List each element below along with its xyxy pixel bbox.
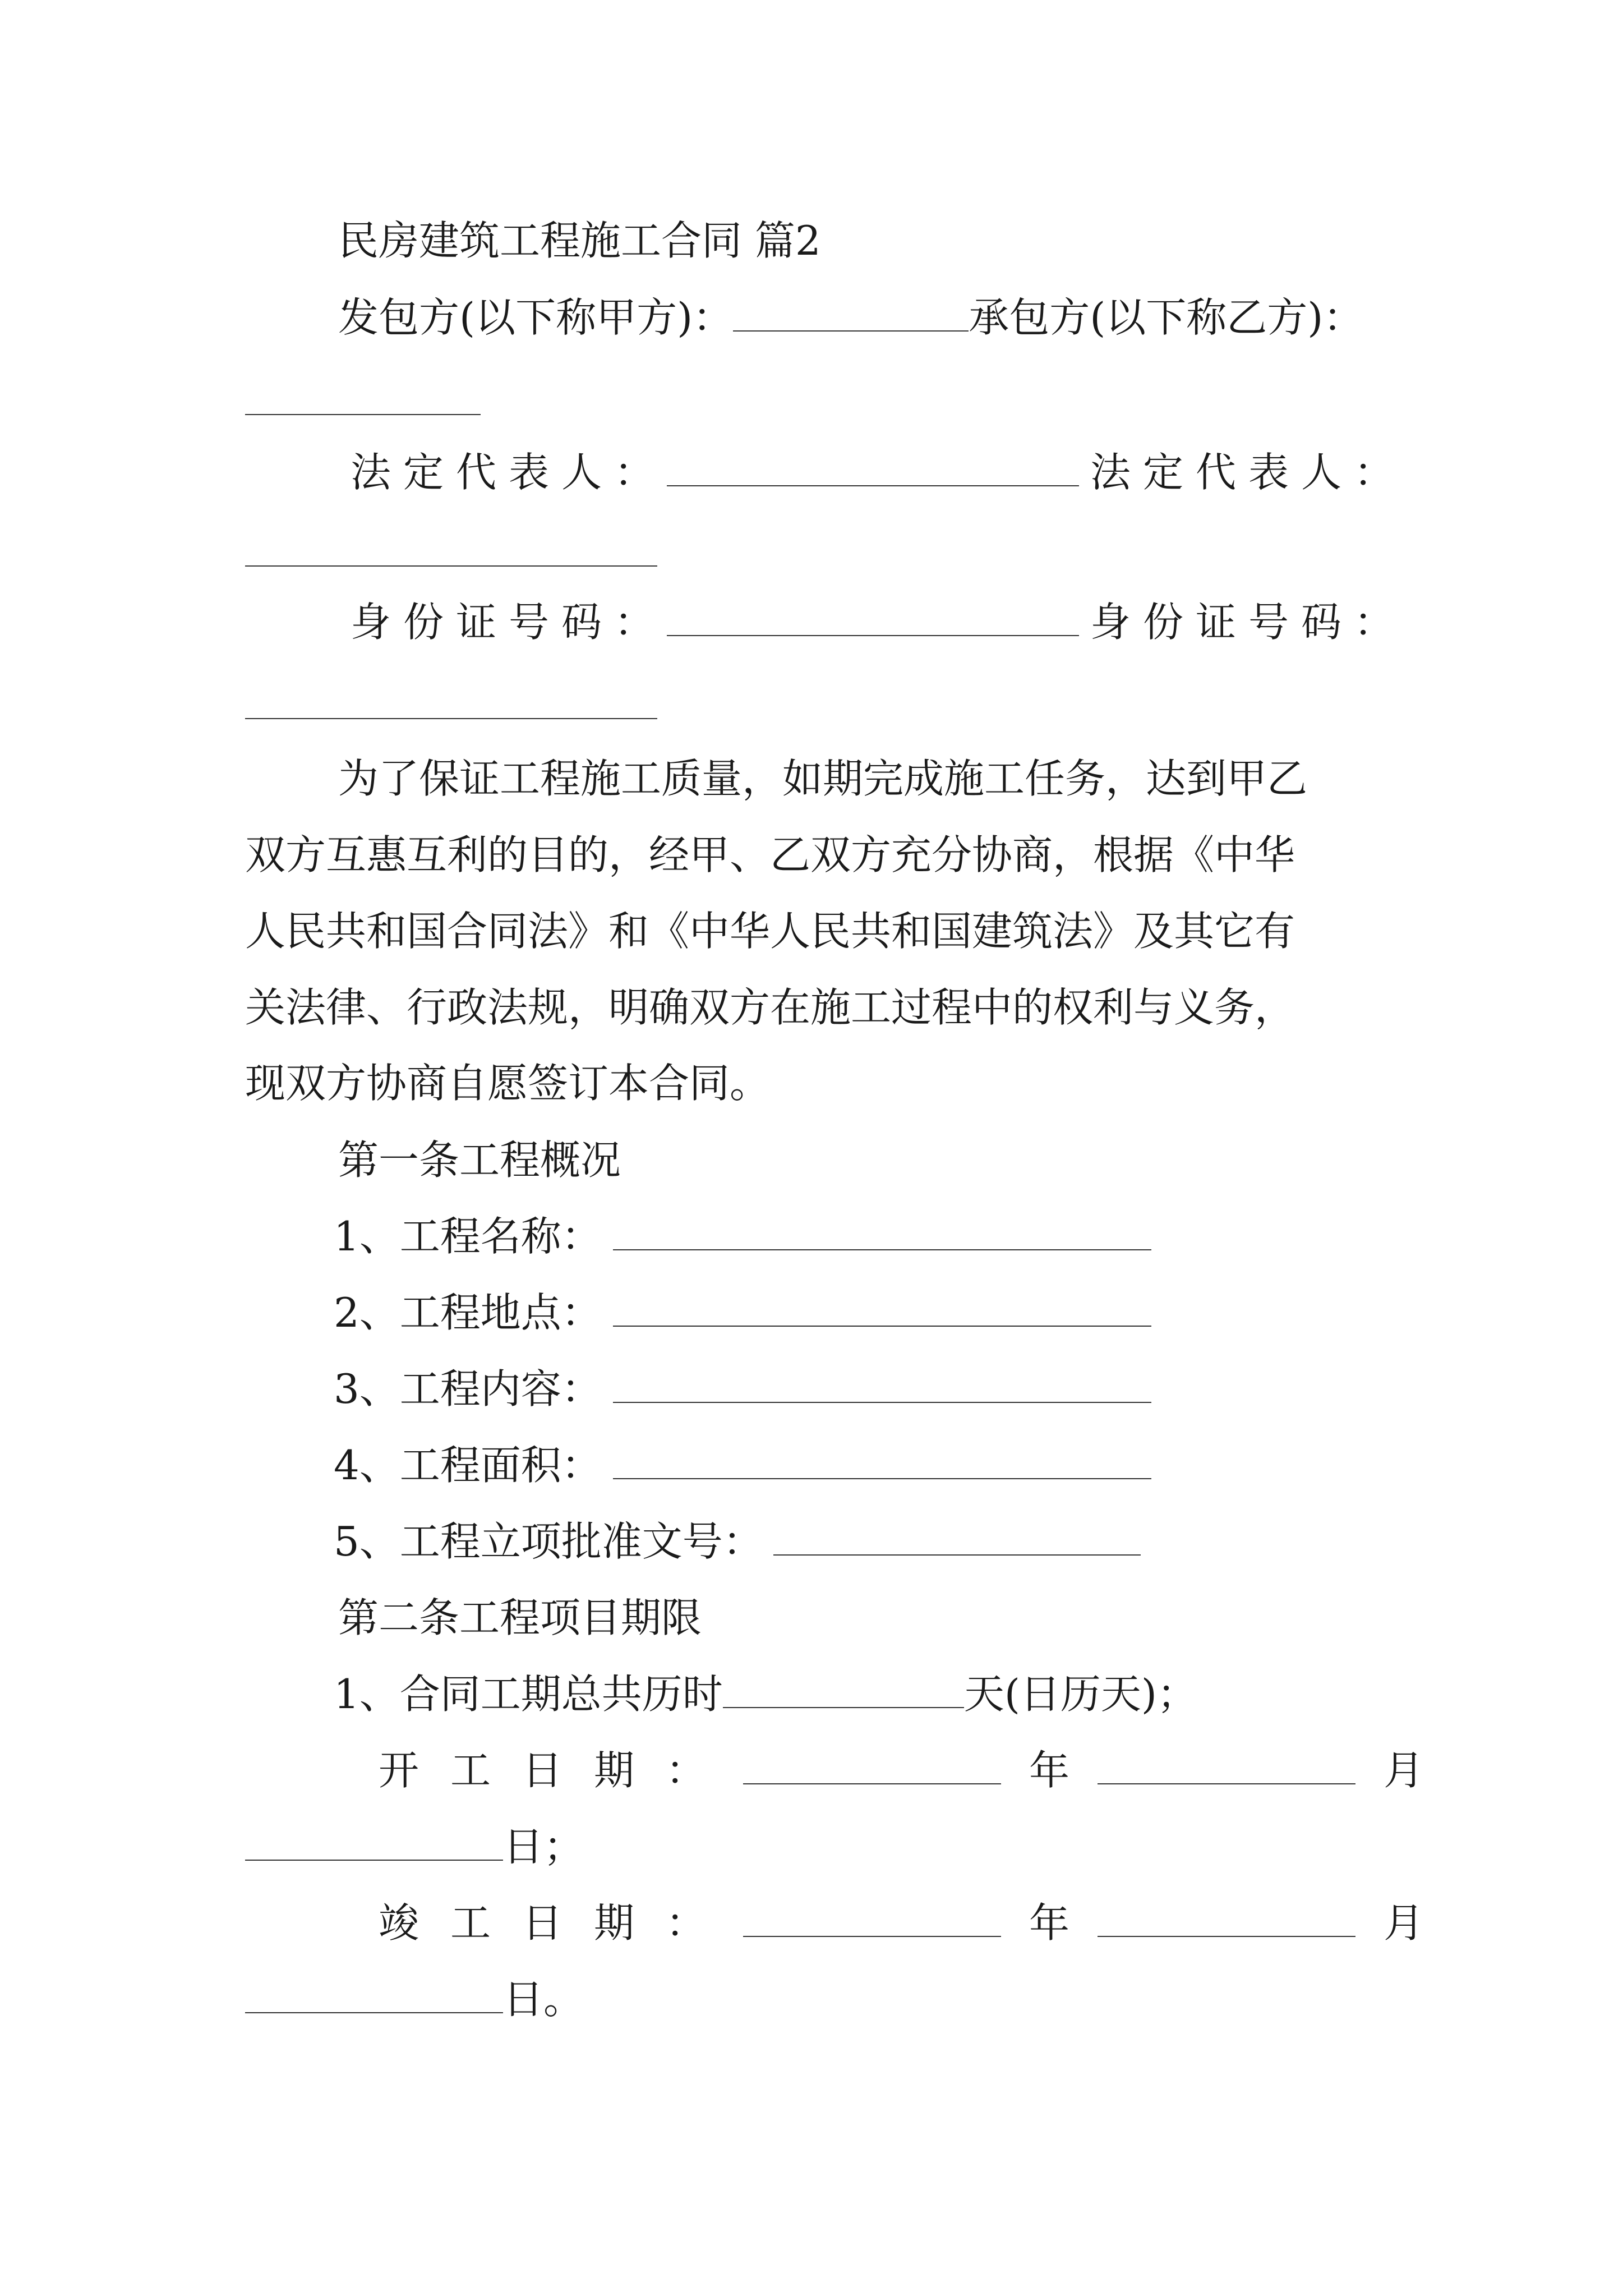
project-content-blank[interactable] (613, 1372, 1151, 1403)
rep-a-label: 法定代表人： (351, 449, 667, 496)
duration-line: 1、合同工期总共历时 天(日历天)； (334, 1671, 1197, 1718)
party-a-label: 发包方(以下称甲方)： (338, 294, 734, 341)
duration-days-blank[interactable] (723, 1677, 964, 1708)
id-a-label: 身份证号码： (351, 599, 667, 646)
end-month-blank[interactable] (1098, 1906, 1355, 1937)
id-b-label: 身份证号码： (1090, 599, 1407, 646)
project-location-blank[interactable] (613, 1295, 1151, 1327)
party-line (338, 294, 1364, 341)
end-date-label: 竣工日期： (379, 1899, 738, 1947)
end-day-line: 日。 (245, 1979, 584, 2019)
item-project-location: 2、工程地点： (334, 1292, 1151, 1333)
approval-number-blank[interactable] (773, 1524, 1141, 1556)
intro-line: 关法律、行政法规，明确双方在施工过程中的权利与义务， (245, 984, 1295, 1031)
intro-line: 现双方协商自愿签订本合同。 (245, 1060, 771, 1107)
item-project-area: 4、工程面积： (334, 1445, 1151, 1485)
document-title: 民房建筑工程施工合同 篇2 (338, 217, 821, 264)
id-a-blank[interactable] (667, 605, 1079, 636)
rep-b-label: 法定代表人： (1090, 449, 1407, 496)
item-project-content: 3、工程内容： (334, 1369, 1151, 1409)
intro-line: 人民共和国合同法》和《中华人民共和国建筑法》及其它有 (245, 908, 1295, 955)
start-day-line: 日； (245, 1826, 584, 1867)
intro-line: 双方互惠互利的目的，经甲、乙双方充分协商，根据《中华 (245, 831, 1295, 878)
intro-line: 为了保证工程施工质量，如期完成施工任务，达到甲乙 (338, 755, 1308, 802)
end-date-line: 竣工日期： 年 月 (379, 1899, 1424, 1947)
item-approval-number: 5、工程立项批准文号： (334, 1521, 1141, 1562)
project-name-blank[interactable] (613, 1219, 1151, 1250)
id-line (351, 599, 1407, 646)
article1-heading: 第一条工程概况 (338, 1137, 621, 1184)
item-project-name: 1、工程名称： (334, 1216, 1151, 1257)
rep-line (351, 449, 1407, 496)
end-year-blank[interactable] (743, 1906, 1001, 1937)
rep-a-blank[interactable] (667, 455, 1079, 486)
start-day-blank[interactable] (245, 1829, 503, 1861)
party-b-blank[interactable] (245, 414, 481, 415)
project-area-blank[interactable] (613, 1448, 1151, 1479)
start-year-blank[interactable] (743, 1753, 1001, 1784)
rep-b-blank[interactable] (245, 565, 657, 567)
start-month-blank[interactable] (1098, 1753, 1355, 1784)
party-a-blank[interactable] (733, 300, 969, 332)
start-date-line: 开工日期： 年 月 (379, 1747, 1424, 1794)
article2-heading: 第二条工程项目期限 (338, 1594, 702, 1641)
start-date-label: 开工日期： (379, 1747, 738, 1794)
id-b-blank[interactable] (245, 718, 657, 719)
end-day-blank[interactable] (245, 1982, 503, 2013)
party-b-label: 承包方(以下称乙方)： (969, 294, 1364, 341)
